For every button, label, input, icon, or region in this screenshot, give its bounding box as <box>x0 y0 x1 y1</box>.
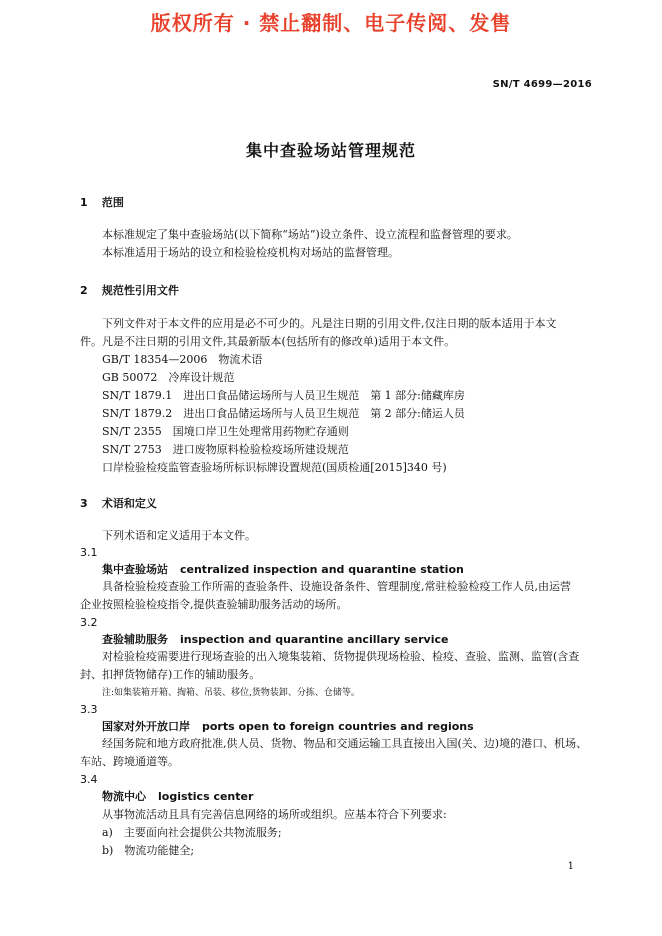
term-heading <box>102 718 474 736</box>
list-item: b) 物流功能健全; <box>102 844 195 857</box>
term-note: 注:如集装箱开箱、掏箱、吊装、移位,货物装卸、分拣、仓储等。 <box>102 688 360 698</box>
section-1-heading <box>80 194 124 210</box>
watermark: 版权所有 · 禁止翻制、电子传阅、发售 <box>150 11 512 35</box>
section-title: 术语和定义 <box>101 497 157 510</box>
reference-item: SN/T 1879.1 进出口食品储运场所与人员卫生规范 第 1 部分:储藏库房 <box>102 389 465 402</box>
refs-intro <box>80 315 594 351</box>
reference-item: SN/T 1879.2 进出口食品储运场所与人员卫生规范 第 2 部分:储运人员 <box>102 407 465 420</box>
section-title: 范围 <box>101 196 124 209</box>
scope-paragraph <box>80 226 594 262</box>
list-item: a) 主要面向社会提供公共物流服务; <box>102 826 282 839</box>
term-heading <box>102 788 253 806</box>
scope-line-2: 本标准适用于场站的设立和检验检疫机构对场站的监督管理。 <box>102 246 399 259</box>
reference-item: GB/T 18354—2006 物流术语 <box>102 353 263 366</box>
reference-item: GB 50072 冷库设计规范 <box>102 371 235 384</box>
refs-intro-line-1: 下列文件对于本文件的应用是必不可少的。凡是注日期的引用文件,仅注日期的版本适用于本文 <box>102 317 557 330</box>
term-number: 3.2 <box>80 616 98 629</box>
term-en: ports open to foreign countries and regions <box>202 720 474 733</box>
scope-line-1: 本标准规定了集中查验场站(以下简称“场站”)设立条件、设立流程和监督管理的要求。 <box>102 228 518 241</box>
term-definition: 具备检验检疫查验工作所需的查验条件、设施设备条件、管理制度,常驻检验检疫工作人员,由运营 企业按照检验检疫指令,提供查验辅助服务活动的场所。 <box>80 580 571 611</box>
term-en: centralized inspection and quarantine station <box>180 563 464 576</box>
term-heading <box>102 631 448 649</box>
section-number: 1 <box>80 196 88 209</box>
section-2-heading <box>80 282 179 298</box>
reference-item: 口岸检验检疫监管查验场所标识标牌设置规范(国质检通[2015]340 号) <box>102 461 447 474</box>
term-cn: 集中查验场站 <box>102 563 168 576</box>
term-cn: 查验辅助服务 <box>102 633 168 646</box>
doc-number: SN/T 4699—2016 <box>492 79 592 90</box>
reference-item: SN/T 2753 进口废物原料检验检疫场所建设规范 <box>102 443 349 456</box>
section-title: 规范性引用文件 <box>101 284 179 297</box>
term-en: logistics center <box>158 790 254 803</box>
refs-intro-line-2: 件。凡是不注日期的引用文件,其最新版本(包括所有的修改单)适用于本文件。 <box>80 335 456 348</box>
term-definition: 经国务院和地方政府批准,供人员、货物、物品和交通运输工具直接出入国(关、边)境的港口、机场、 车站、跨境通道等。 <box>80 737 588 768</box>
page-title: 集中查验场站管理规范 <box>245 141 416 160</box>
term-number: 3.1 <box>80 546 98 559</box>
term-number: 3.4 <box>80 773 98 786</box>
term-definition: 对检验检疫需要进行现场查验的出入境集装箱、货物提供现场检验、检疫、查验、监测、监管(含查 封、扣押货物储存)工作的辅助服务。 注:如集装箱开箱、掏箱、吊装、移位,货物装卸、分拣、仓储等。 <box>80 648 594 702</box>
section-number: 3 <box>80 497 88 510</box>
term-definition: 从事物流活动且具有完善信息网络的场所或组织。应基本符合下列要求: a) 主要面向社会提供公共物流服务; b) 物流功能健全; <box>80 806 594 860</box>
terms-intro: 下列术语和定义适用于本文件。 <box>102 529 256 542</box>
section-number: 2 <box>80 284 88 297</box>
page-number: 1 <box>567 861 574 872</box>
term-cn: 物流中心 <box>102 790 146 803</box>
term-cn: 国家对外开放口岸 <box>102 720 190 733</box>
reference-list <box>80 351 594 477</box>
term-en: inspection and quarantine ancillary service <box>180 633 449 646</box>
reference-item: SN/T 2355 国境口岸卫生处理常用药物贮存通则 <box>102 425 349 438</box>
section-3-heading <box>80 495 157 511</box>
term-number: 3.3 <box>80 703 98 716</box>
term-heading <box>102 561 464 579</box>
